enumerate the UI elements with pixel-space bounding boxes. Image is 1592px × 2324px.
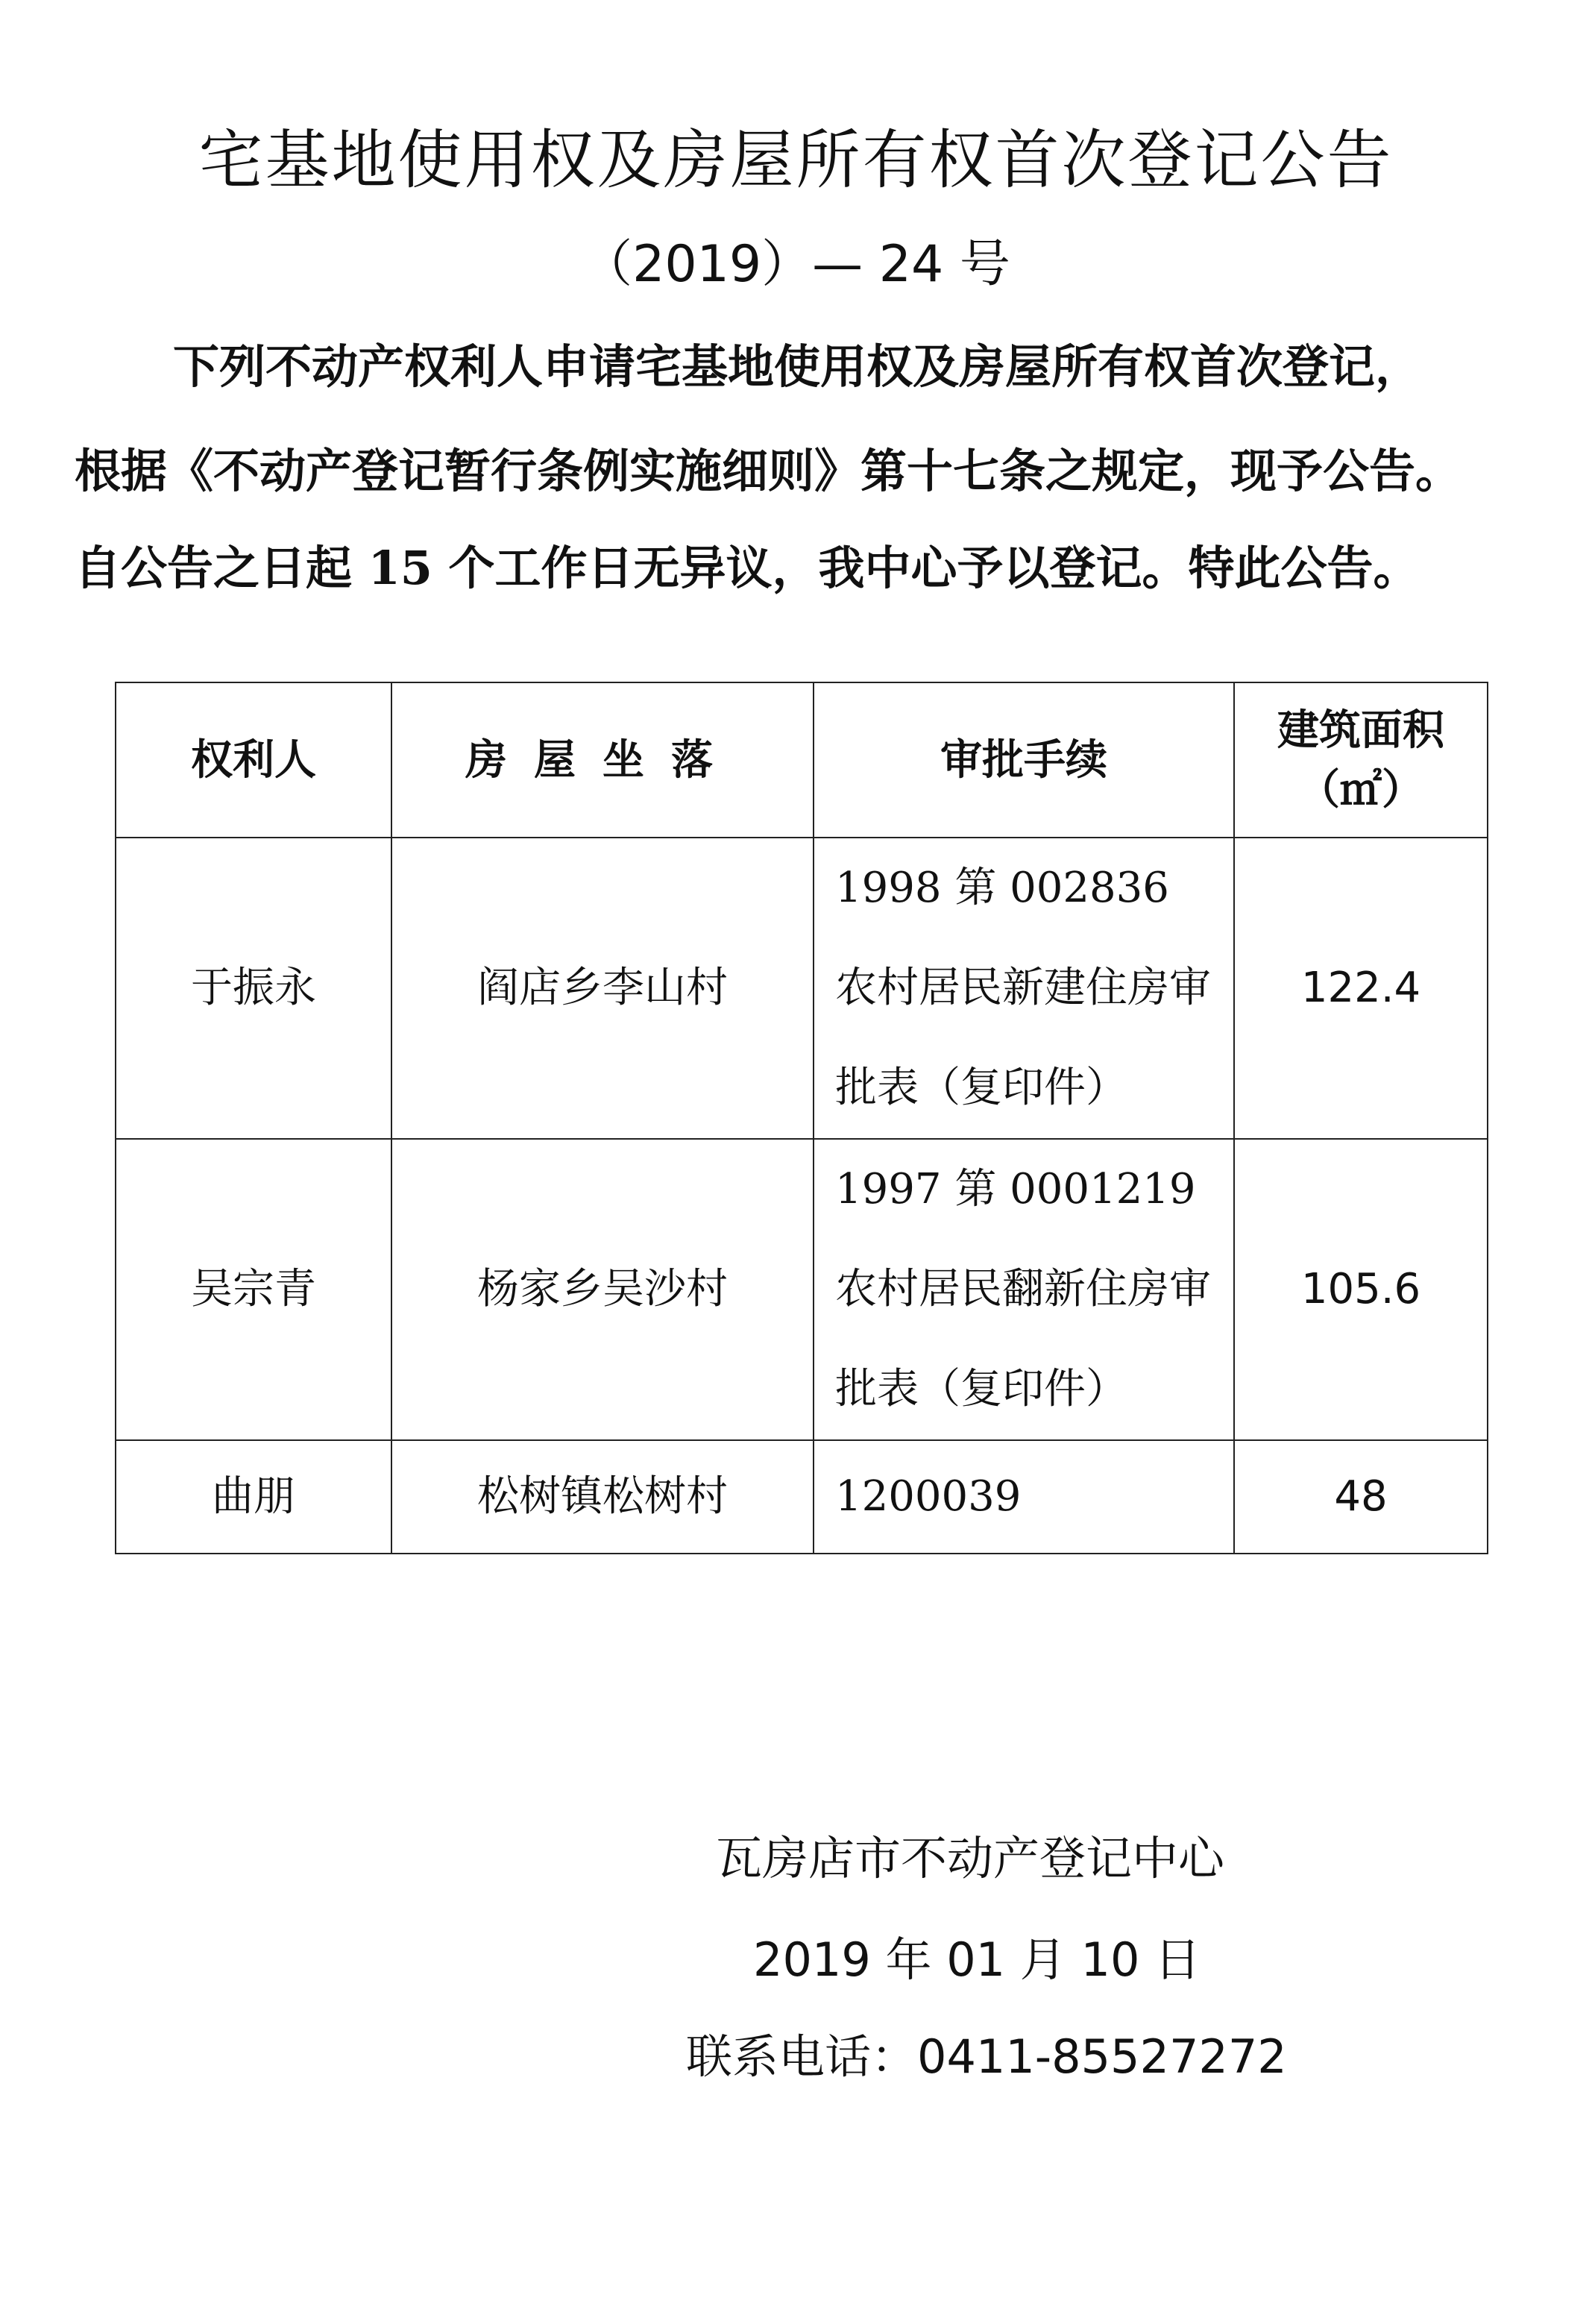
cell-holder: 于振永 (116, 838, 391, 1139)
issuing-organization: 瓦房店市不动产登记中心 (716, 1831, 1225, 1885)
notice-title: 宅基地使用权及房屋所有权首次登记公告 (198, 123, 1394, 198)
notice-body-line-3-text: 自公告之日起 15 个工作日无异议，我中心予以登记。特此公告。 (75, 541, 1420, 595)
cell-location: 松树镇松树村 (391, 1440, 814, 1554)
notice-body-line-3 (75, 538, 1419, 598)
registration-table (115, 682, 1488, 1554)
cell-approval: 1998 第 002836 农村居民新建住房审批表（复印件） (814, 838, 1234, 1139)
header-area-line-2: （㎡） (1298, 765, 1423, 814)
issue-date: 2019 年 01 月 10 日 (753, 1932, 1201, 1987)
notice-body-line-2-text: 根据《不动产登记暂行条例实施细则》第十七条之规定，现予公告。 (75, 444, 1462, 498)
header-location-text: 房屋坐落 (465, 735, 740, 785)
table-row (116, 1139, 1488, 1440)
cell-location: 阎店乡李山村 (391, 838, 814, 1139)
cell-area: 122.4 (1234, 838, 1488, 1139)
cell-area: 105.6 (1234, 1139, 1488, 1440)
table-row (116, 838, 1488, 1139)
header-holder: 权利人 (116, 682, 391, 838)
document-number: （2019）— 24 号 (582, 235, 1010, 294)
cell-holder: 曲朋 (116, 1440, 391, 1554)
notice-body-line-1-text: 下列不动产权利人申请宅基地使用权及房屋所有权首次登记， (173, 339, 1422, 394)
contact-phone: 联系电话：0411-85527272 (686, 2029, 1287, 2084)
cell-area: 48 (1234, 1440, 1488, 1554)
table-row (116, 1440, 1488, 1554)
cell-approval: 1200039 (814, 1440, 1234, 1554)
header-location (391, 682, 814, 838)
cell-location: 杨家乡吴沙村 (391, 1139, 814, 1440)
header-area (1234, 682, 1488, 838)
notice-body-line-2 (75, 442, 1462, 501)
cell-holder: 吴宗青 (116, 1139, 391, 1440)
table-header-row (116, 682, 1488, 838)
header-area-line-1: 建筑面积 (1277, 706, 1444, 755)
cell-approval: 1997 第 0001219 农村居民翻新住房审批表（复印件） (814, 1139, 1234, 1440)
notice-body-line-1 (173, 337, 1421, 397)
header-approval: 审批手续 (814, 682, 1234, 838)
